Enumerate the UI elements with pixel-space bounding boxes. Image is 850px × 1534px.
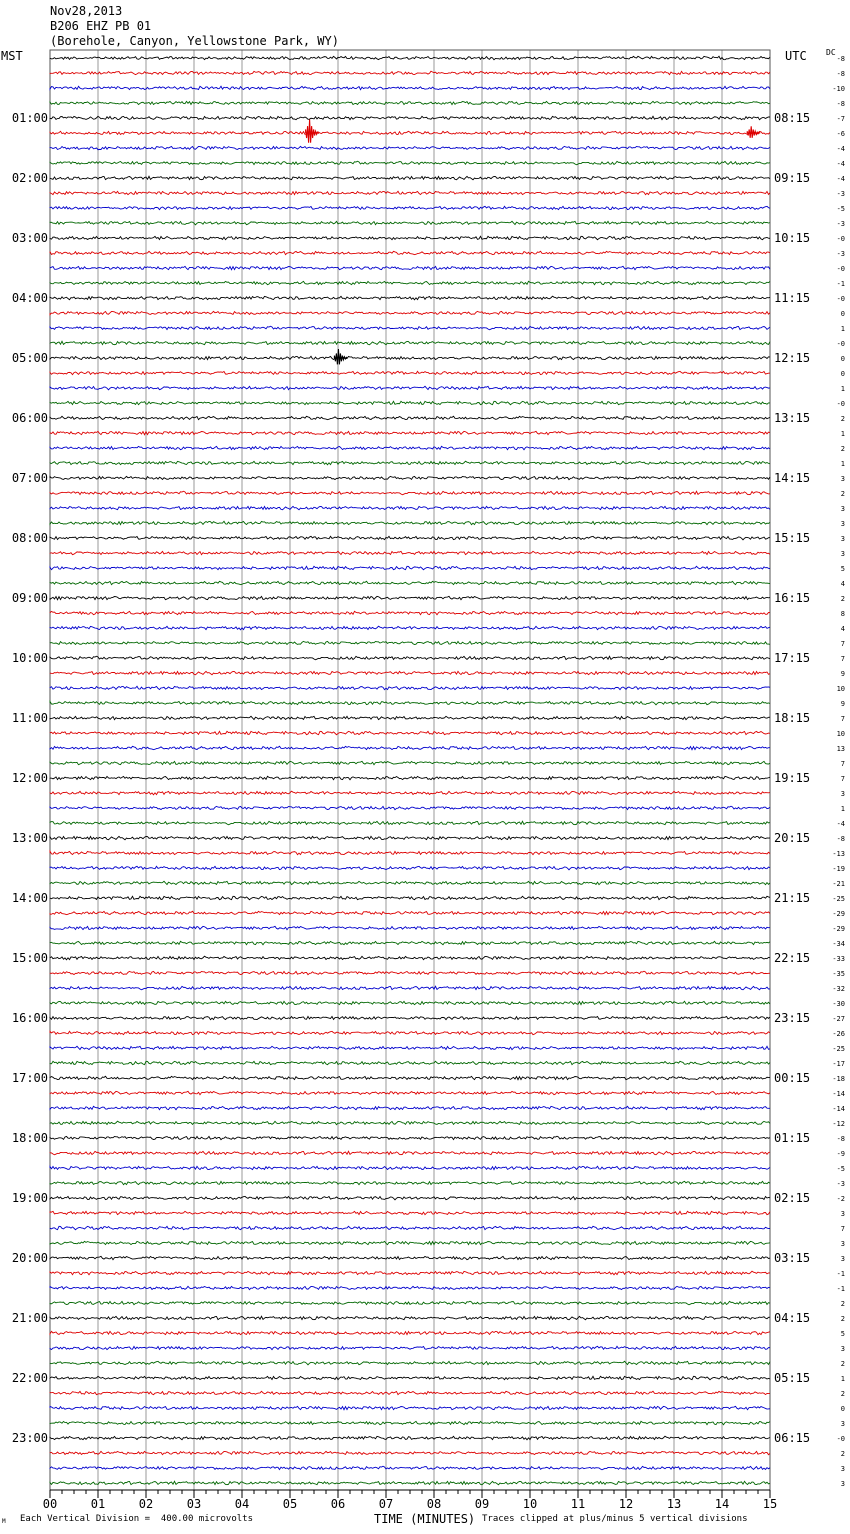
dc-offset-label: -33: [832, 955, 845, 963]
trace-row: [50, 1166, 770, 1169]
trace-row: [50, 956, 770, 959]
trace-row: [50, 251, 770, 254]
footer-mark: M: [2, 1518, 6, 1525]
dc-offset-label: 2: [840, 595, 845, 603]
mst-hour-label: 11:00: [11, 711, 48, 725]
dc-offset-label: -0: [836, 1435, 845, 1443]
dc-offset-label: 3: [840, 1210, 845, 1218]
trace-row: [50, 851, 770, 854]
trace-row: [50, 1091, 770, 1094]
dc-offset-label: -0: [836, 235, 845, 243]
trace-row: [50, 1376, 770, 1379]
dc-offset-label: 2: [840, 445, 845, 453]
mst-hour-label: 20:00: [11, 1251, 48, 1265]
trace-row: [50, 986, 770, 989]
utc-hour-label: 13:15: [774, 411, 811, 425]
mst-hour-label: 18:00: [11, 1131, 48, 1145]
mst-hour-label: 14:00: [11, 891, 48, 905]
trace-row: [50, 1076, 770, 1080]
trace-row: [50, 641, 770, 644]
dc-offset-label: 3: [840, 475, 845, 483]
dc-offset-label: -0: [836, 265, 845, 273]
trace-row: [50, 131, 770, 134]
trace-row: [50, 1466, 770, 1470]
dc-offset-label: -26: [832, 1030, 845, 1038]
trace-row: [50, 611, 770, 614]
trace-row: [50, 386, 770, 389]
utc-hour-label: 03:15: [774, 1251, 811, 1265]
utc-hour-label: 14:15: [774, 471, 811, 485]
dc-offset-label: 3: [840, 1420, 845, 1428]
trace-row: [50, 56, 770, 59]
trace-row: [50, 1226, 770, 1230]
dc-offset-label: 10: [836, 685, 845, 693]
dc-offset-label: 4: [840, 580, 845, 588]
trace-row: [50, 656, 770, 660]
trace-row: [50, 701, 770, 704]
utc-hour-label: 04:15: [774, 1311, 811, 1325]
seismic-event: [334, 349, 347, 364]
dc-offset-label: 2: [840, 1300, 845, 1308]
dc-offset-label: -1: [836, 1270, 845, 1278]
trace-row: [50, 596, 770, 599]
utc-hour-label: 15:15: [774, 531, 811, 545]
dc-offset-label: -14: [832, 1090, 845, 1098]
trace-row: [50, 191, 770, 194]
dc-offset-label: -3: [836, 250, 845, 258]
trace-row: [50, 281, 770, 284]
trace-row: [50, 896, 770, 899]
dc-offset-label: 2: [840, 415, 845, 423]
trace-row: [50, 1301, 770, 1305]
x-tick-label: 04: [234, 1497, 250, 1511]
trace-row: [50, 236, 770, 239]
trace-row: [50, 626, 770, 629]
utc-hour-label: 00:15: [774, 1071, 811, 1085]
dc-offset-label: 1: [840, 805, 845, 813]
trace-row: [50, 476, 770, 479]
dc-offset-label: 2: [840, 1450, 845, 1458]
trace-row: [50, 341, 770, 344]
utc-hour-label: 21:15: [774, 891, 811, 905]
trace-row: [50, 1211, 770, 1214]
trace-row: [50, 311, 770, 314]
trace-row: [50, 671, 770, 674]
dc-offset-label: 3: [840, 520, 845, 528]
trace-row: [50, 1136, 770, 1139]
x-tick-label: 11: [570, 1497, 586, 1511]
trace-row: [50, 776, 770, 779]
dc-offset-label: 0: [840, 370, 845, 378]
trace-row: [50, 941, 770, 944]
trace-row: [50, 101, 770, 104]
trace-row: [50, 1016, 770, 1019]
dc-offset-label: -4: [836, 820, 845, 828]
dc-offset-label: -5: [836, 1165, 845, 1173]
dc-offset-label: 7: [840, 760, 845, 768]
trace-row: [50, 686, 770, 689]
dc-offset-label: -14: [832, 1105, 845, 1113]
dc-offset-label: -7: [836, 115, 845, 123]
trace-row: [50, 971, 770, 974]
mst-hour-label: 08:00: [11, 531, 48, 545]
dc-offset-label: -34: [832, 940, 845, 948]
mst-hour-label: 12:00: [11, 771, 48, 785]
dc-offset-label: -21: [832, 880, 845, 888]
trace-row: [50, 881, 770, 884]
dc-offset-label: -29: [832, 910, 845, 918]
trace-row: [50, 821, 770, 824]
trace-row: [50, 116, 770, 119]
trace-row: [50, 326, 770, 330]
dc-offset-label: 3: [840, 1480, 845, 1488]
utc-hour-label: 20:15: [774, 831, 811, 845]
trace-row: [50, 1436, 770, 1440]
dc-offset-label: 1: [840, 385, 845, 393]
station-date: Nov28,2013: [50, 4, 123, 18]
trace-row: [50, 221, 770, 224]
dc-offset-label: -3: [836, 1180, 845, 1188]
mst-hour-label: 05:00: [11, 351, 48, 365]
x-tick-label: 10: [522, 1497, 538, 1511]
mst-hour-label: 01:00: [11, 111, 48, 125]
utc-hour-label: 23:15: [774, 1011, 811, 1025]
trace-row: [50, 806, 770, 809]
utc-hour-label: 12:15: [774, 351, 811, 365]
trace-row: [50, 416, 770, 419]
dc-offset-label: 2: [840, 1315, 845, 1323]
dc-offset-label: -1: [836, 1285, 845, 1293]
mst-hour-label: 23:00: [11, 1431, 48, 1445]
mst-hour-label: 22:00: [11, 1371, 48, 1385]
dc-offset-label: -25: [832, 1045, 845, 1053]
dc-offset-label: 7: [840, 655, 845, 663]
dc-offset-label: 2: [840, 490, 845, 498]
dc-offset-label: -2: [836, 1195, 845, 1203]
dc-offset-label: 9: [840, 670, 845, 678]
trace-row: [50, 1046, 770, 1049]
mst-hour-label: 10:00: [11, 651, 48, 665]
mst-hour-label: 16:00: [11, 1011, 48, 1025]
dc-offset-label: 3: [840, 1240, 845, 1248]
trace-row: [50, 491, 770, 495]
x-tick-label: 06: [330, 1497, 346, 1511]
mst-hour-label: 06:00: [11, 411, 48, 425]
utc-hour-label: 10:15: [774, 231, 811, 245]
dc-offset-label: 10: [836, 730, 845, 738]
trace-row: [50, 761, 770, 764]
mst-hour-label: 02:00: [11, 171, 48, 185]
mst-hour-label: 21:00: [11, 1311, 48, 1325]
dc-offset-label: 2: [840, 1360, 845, 1368]
trace-row: [50, 1391, 770, 1394]
dc-offset-label: -29: [832, 925, 845, 933]
dc-offset-label: -8: [836, 835, 845, 843]
dc-offset-label: -3: [836, 220, 845, 228]
x-tick-label: 09: [474, 1497, 490, 1511]
trace-row: [50, 371, 770, 374]
dc-offset-label: 3: [840, 535, 845, 543]
dc-offset-label: 3: [840, 1345, 845, 1353]
dc-offset-label: -0: [836, 340, 845, 348]
dc-offset-label: 7: [840, 640, 845, 648]
dc-offset-label: -4: [836, 175, 845, 183]
dc-offset-label: 13: [836, 745, 845, 753]
dc-offset-label: -6: [836, 130, 845, 138]
dc-offset-label: 1: [840, 460, 845, 468]
x-tick-label: 13: [666, 1497, 682, 1511]
dc-offset-label: 4: [840, 625, 845, 633]
trace-row: [50, 1481, 770, 1484]
x-tick-label: 12: [618, 1497, 634, 1511]
trace-row: [50, 866, 770, 869]
dc-offset-label: 5: [840, 565, 845, 573]
dc-offset-label: 5: [840, 1330, 845, 1338]
x-tick-label: 03: [186, 1497, 202, 1511]
trace-row: [50, 1361, 770, 1364]
utc-hour-label: 11:15: [774, 291, 811, 305]
utc-hour-label: 22:15: [774, 951, 811, 965]
trace-row: [50, 206, 770, 209]
trace-row: [50, 746, 770, 750]
utc-hour-label: 18:15: [774, 711, 811, 725]
mst-label: MST: [1, 49, 23, 63]
x-axis-title: TIME (MINUTES): [374, 1512, 476, 1526]
mst-hour-label: 03:00: [11, 231, 48, 245]
utc-hour-label: 17:15: [774, 651, 811, 665]
dc-offset-label: 3: [840, 550, 845, 558]
utc-hour-label: 08:15: [774, 111, 811, 125]
dc-offset-label: 1: [840, 325, 845, 333]
trace-row: [50, 1406, 770, 1409]
dc-offset-label: -1: [836, 280, 845, 288]
trace-row: [50, 1106, 770, 1109]
trace-row: [50, 536, 770, 539]
dc-offset-label: 2: [840, 1390, 845, 1398]
dc-offset-label: 0: [840, 310, 845, 318]
dc-offset-label: -10: [832, 85, 845, 93]
trace-row: [50, 1196, 770, 1199]
trace-row: [50, 506, 770, 509]
trace-row: [50, 1181, 770, 1184]
trace-row: [50, 1001, 770, 1004]
dc-offset-label: -5: [836, 205, 845, 213]
trace-row: [50, 461, 770, 464]
trace-row: [50, 566, 770, 569]
dc-offset-label: 3: [840, 1465, 845, 1473]
trace-row: [50, 401, 770, 404]
dc-offset-label: -4: [836, 145, 845, 153]
dc-offset-label: -35: [832, 970, 845, 978]
dc-offset-label: 9: [840, 700, 845, 708]
utc-label: UTC: [785, 49, 807, 63]
mst-hour-label: 19:00: [11, 1191, 48, 1205]
dc-offset-label: -17: [832, 1060, 845, 1068]
trace-row: [50, 1316, 770, 1319]
dc-offset-label: -30: [832, 1000, 845, 1008]
dc-offset-label: 3: [840, 1255, 845, 1263]
trace-row: [50, 356, 770, 359]
trace-row: [50, 1256, 770, 1259]
trace-row: [50, 551, 770, 554]
x-tick-label: 00: [42, 1497, 58, 1511]
utc-hour-label: 19:15: [774, 771, 811, 785]
trace-row: [50, 176, 770, 179]
x-tick-label: 14: [714, 1497, 730, 1511]
dc-offset-label: -27: [832, 1015, 845, 1023]
dc-offset-label: 1: [840, 1375, 845, 1383]
dc-offset-label: -8: [836, 100, 845, 108]
trace-row: [50, 1061, 770, 1064]
trace-row: [50, 791, 770, 794]
dc-offset-label: 8: [840, 610, 845, 618]
trace-row: [50, 521, 770, 524]
trace-row: [50, 1451, 770, 1454]
mst-hour-label: 15:00: [11, 951, 48, 965]
dc-offset-label: 7: [840, 1225, 845, 1233]
utc-hour-label: 09:15: [774, 171, 811, 185]
station-channel: B206 EHZ PB 01: [50, 19, 152, 33]
dc-offset-label: -32: [832, 985, 845, 993]
x-tick-label: 08: [426, 1497, 442, 1511]
mst-hour-label: 17:00: [11, 1071, 48, 1085]
utc-hour-label: 01:15: [774, 1131, 811, 1145]
trace-row: [50, 1331, 770, 1334]
trace-row: [50, 446, 770, 449]
dc-label: DC: [826, 48, 836, 57]
dc-offset-label: 7: [840, 715, 845, 723]
seismic-event: [306, 120, 319, 143]
trace-row: [50, 581, 770, 584]
trace-row: [50, 146, 770, 149]
mst-hour-label: 07:00: [11, 471, 48, 485]
trace-row: [50, 431, 770, 434]
trace-row: [50, 296, 770, 300]
dc-offset-label: -4: [836, 160, 845, 168]
utc-hour-label: 05:15: [774, 1371, 811, 1385]
x-tick-label: 05: [282, 1497, 298, 1511]
trace-row: [50, 836, 770, 839]
trace-row: [50, 1121, 770, 1124]
trace-row: [50, 1346, 770, 1349]
dc-offset-label: 7: [840, 775, 845, 783]
trace-row: [50, 71, 770, 74]
utc-hour-label: 06:15: [774, 1431, 811, 1445]
dc-offset-label: -8: [836, 55, 845, 63]
dc-offset-label: 0: [840, 355, 845, 363]
dc-offset-label: 0: [840, 1405, 845, 1413]
trace-row: [50, 1286, 770, 1289]
trace-row: [50, 1241, 770, 1244]
dc-offset-label: 3: [840, 790, 845, 798]
dc-offset-label: -0: [836, 295, 845, 303]
trace-row: [50, 1421, 770, 1424]
trace-row: [50, 1271, 770, 1275]
dc-offset-label: -18: [832, 1075, 845, 1083]
dc-offset-label: -3: [836, 190, 845, 198]
clipping-note: Traces clipped at plus/minus 5 vertical divisions: [482, 1514, 748, 1524]
x-tick-label: 02: [138, 1497, 154, 1511]
utc-hour-label: 16:15: [774, 591, 811, 605]
trace-row: [50, 1031, 770, 1034]
trace-row: [50, 731, 770, 734]
trace-row: [50, 1151, 770, 1154]
trace-row: [50, 716, 770, 719]
trace-row: [50, 161, 770, 165]
station-location: (Borehole, Canyon, Yellowstone Park, WY): [50, 34, 339, 48]
x-tick-label: 01: [90, 1497, 106, 1511]
mst-hour-label: 09:00: [11, 591, 48, 605]
dc-offset-label: -9: [836, 1150, 845, 1158]
trace-row: [50, 926, 770, 929]
dc-offset-label: -8: [836, 1135, 845, 1143]
dc-offset-label: -13: [832, 850, 845, 858]
mst-hour-label: 04:00: [11, 291, 48, 305]
trace-row: [50, 266, 770, 269]
dc-offset-label: 3: [840, 505, 845, 513]
vertical-division-note: Each Vertical Division = 400.00 microvolts: [20, 1514, 253, 1524]
dc-offset-label: 1: [840, 430, 845, 438]
trace-row: [50, 911, 770, 915]
dc-offset-label: -19: [832, 865, 845, 873]
dc-offset-label: -12: [832, 1120, 845, 1128]
x-tick-label: 15: [762, 1497, 778, 1511]
mst-hour-label: 13:00: [11, 831, 48, 845]
x-tick-label: 07: [378, 1497, 394, 1511]
trace-row: [50, 86, 770, 89]
dc-offset-label: -0: [836, 400, 845, 408]
dc-offset-label: -25: [832, 895, 845, 903]
utc-hour-label: 02:15: [774, 1191, 811, 1205]
dc-offset-label: -8: [836, 70, 845, 78]
